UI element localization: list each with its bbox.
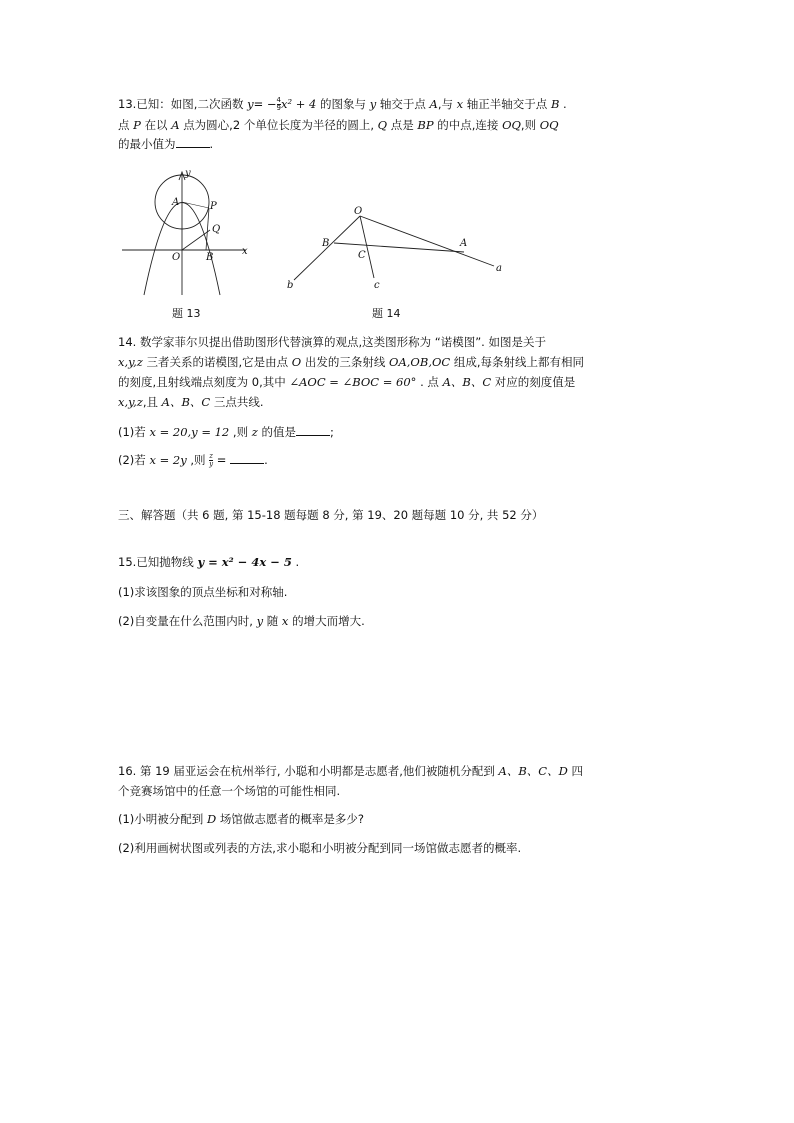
q14-text: 14. 数学家菲尔贝提出借助图形代替演算的观点,这类图形称为 “诺模图”. 如图是关于 bbox=[118, 335, 546, 349]
q13-text: 的最小值为 bbox=[118, 137, 176, 151]
q15-text: . bbox=[295, 555, 300, 569]
q14-text: . bbox=[264, 453, 268, 467]
q16-text: 四 bbox=[571, 764, 583, 778]
q14-line-1 bbox=[118, 334, 546, 350]
fig14-label-c: C bbox=[358, 250, 366, 261]
q14-text: . 点 bbox=[420, 375, 439, 389]
q13-var: OQ bbox=[539, 118, 559, 132]
q13-var: y bbox=[369, 97, 377, 111]
q14-var: O bbox=[291, 355, 302, 369]
q13-text: ,与 bbox=[437, 97, 453, 111]
fig13-label-y: y bbox=[185, 168, 191, 179]
ray-oc bbox=[360, 216, 374, 278]
q14-part-1 bbox=[118, 424, 334, 440]
q14-text: 的值是 bbox=[261, 425, 296, 439]
q15-part-2 bbox=[118, 613, 365, 629]
q15-part-1: (1)求该图象的顶点坐标和对称轴. bbox=[118, 585, 288, 599]
ray-oa bbox=[360, 216, 494, 266]
q14-eq: x = 20,y = 12 bbox=[149, 425, 230, 439]
q13-text: ,则 bbox=[520, 118, 537, 132]
q14-text: 对应的刻度值是 bbox=[494, 375, 576, 389]
q13-var: x bbox=[456, 97, 464, 111]
q14-text: 出发的三条射线 bbox=[304, 355, 386, 369]
fig13-label-p: P bbox=[210, 201, 217, 212]
q13-var: Q bbox=[377, 118, 388, 132]
q13-text: 轴交于点 bbox=[379, 97, 426, 111]
q13-var: B bbox=[550, 97, 560, 111]
q14-text: ; bbox=[329, 425, 334, 439]
q14-var: z bbox=[251, 425, 258, 439]
q15-text: 15.已知抛物线 bbox=[118, 555, 194, 569]
q13-eq-sign: = − bbox=[253, 97, 277, 111]
fig13-label-x: x bbox=[242, 246, 248, 257]
q14-points: A、B、C bbox=[442, 375, 492, 389]
q15-text: 的增大而增大. bbox=[292, 614, 365, 628]
fig13-label-o: O bbox=[172, 252, 181, 263]
q13-text: 的图象与 bbox=[320, 97, 367, 111]
q13-eq-y: y bbox=[247, 97, 254, 111]
fig14-label-o: O bbox=[354, 206, 363, 217]
q13-text: 轴正半轴交于点 bbox=[466, 97, 548, 111]
q13-text: 点为圆心,2 个单位长度为半径的圆上, bbox=[183, 118, 374, 132]
q14-frac-den: y bbox=[209, 460, 214, 468]
figure-13-caption: 题 13 bbox=[172, 307, 201, 320]
q16-points: A、B、C、D bbox=[498, 764, 568, 778]
q13-line-1 bbox=[118, 96, 567, 112]
fig14-label-a-ray: a bbox=[496, 263, 502, 274]
q14-line-2 bbox=[118, 354, 584, 370]
q15-var: x bbox=[281, 614, 289, 628]
q16-part-2: (2)利用画树状图或列表的方法,求小聪和小明被分配到同一场馆做志愿者的概率. bbox=[118, 841, 522, 855]
q16-line-1 bbox=[118, 763, 583, 779]
q13-text: 在以 bbox=[144, 118, 168, 132]
q14-text: ,则 bbox=[190, 453, 206, 467]
q13-text: 点是 bbox=[390, 118, 414, 132]
q14-line-3 bbox=[118, 374, 575, 390]
q13-text: 的中点,连接 bbox=[437, 118, 499, 132]
q13-text: . bbox=[563, 97, 567, 111]
fig14-label-b: B bbox=[322, 238, 330, 249]
q13-text: . bbox=[209, 137, 214, 151]
q14-rays: OA,OB,OC bbox=[389, 355, 451, 369]
q16-text: 场馆做志愿者的概率是多少? bbox=[219, 812, 364, 826]
q15-text: (2)自变量在什么范围内时, bbox=[118, 614, 253, 628]
q14-text: (1)若 bbox=[118, 425, 146, 439]
q14-angles: ∠AOC = ∠BOC = 60° bbox=[289, 375, 417, 389]
q13-var: A bbox=[171, 118, 180, 132]
q14-text: 的刻度,且射线端点刻度为 0,其中 bbox=[118, 375, 286, 389]
fig14-label-c-ray: c bbox=[374, 280, 380, 291]
q14-frac-num: z bbox=[209, 452, 213, 460]
fig13-label-a: A bbox=[172, 197, 180, 208]
fig14-label-b-ray: b bbox=[287, 280, 294, 291]
figure-14 bbox=[282, 200, 512, 295]
answer-blank bbox=[230, 453, 264, 464]
q14-points: A、B、C bbox=[161, 395, 211, 409]
q16-part-1 bbox=[118, 811, 364, 827]
q16-text: (1)小明被分配到 bbox=[118, 812, 204, 826]
figure-14-caption: 题 14 bbox=[372, 307, 401, 320]
q14-text: = bbox=[216, 453, 227, 467]
q14-text: (2)若 bbox=[118, 453, 146, 467]
q14-vars: x,y,z bbox=[118, 395, 143, 409]
section-heading: 三、解答题（共 6 题, 第 15-18 题每题 8 分, 第 19、20 题每题 10 分, 共 52 分） bbox=[118, 508, 544, 522]
q13-eq-rest: x² + 4 bbox=[281, 97, 317, 111]
q16-text: 16. 第 19 届亚运会在杭州举行, 小聪和小明都是志愿者,他们被随机分配到 bbox=[118, 764, 495, 778]
q14-line-4 bbox=[118, 394, 264, 410]
q15-stem bbox=[118, 554, 299, 570]
q14-text: ,则 bbox=[232, 425, 249, 439]
answer-blank bbox=[176, 137, 210, 148]
q13-var: BP bbox=[417, 118, 434, 132]
q16-var: D bbox=[206, 812, 217, 826]
q13-text: 13.已知：如图,二次函数 bbox=[118, 97, 244, 111]
q14-text: 三点共线. bbox=[213, 395, 264, 409]
q14-text: 组成,每条射线上都有相同 bbox=[453, 355, 585, 369]
q14-text: ,且 bbox=[142, 395, 158, 409]
q13-var: P bbox=[133, 118, 141, 132]
q14-part-2 bbox=[118, 452, 268, 468]
q13-var: A bbox=[429, 97, 438, 111]
answer-blank bbox=[296, 425, 330, 436]
q15-text: 随 bbox=[266, 614, 279, 628]
figure-13 bbox=[118, 160, 258, 300]
q14-eq: x = 2y bbox=[149, 453, 187, 467]
q15-equation: y = x² − 4x − 5 bbox=[197, 555, 292, 569]
q15-var: y bbox=[256, 614, 264, 628]
fig13-label-b: B bbox=[206, 252, 214, 263]
q13-frac-den: 9 bbox=[276, 104, 282, 112]
q13-line-2 bbox=[118, 117, 559, 133]
q13-var: OQ bbox=[502, 118, 521, 132]
segment-ap bbox=[182, 202, 209, 208]
q13-text: 点 bbox=[118, 118, 130, 132]
q13-frac-num: 4 bbox=[276, 96, 282, 104]
q13-line-3 bbox=[118, 136, 213, 152]
fig14-label-a: A bbox=[460, 238, 468, 249]
q16-line-2: 个竞赛场馆中的任意一个场馆的可能性相同. bbox=[118, 784, 341, 798]
q14-text: 三者关系的诺模图,它是由点 bbox=[146, 355, 289, 369]
q14-fraction bbox=[209, 453, 213, 468]
fig13-label-q: Q bbox=[212, 224, 221, 235]
q14-vars: x,y,z bbox=[118, 355, 143, 369]
